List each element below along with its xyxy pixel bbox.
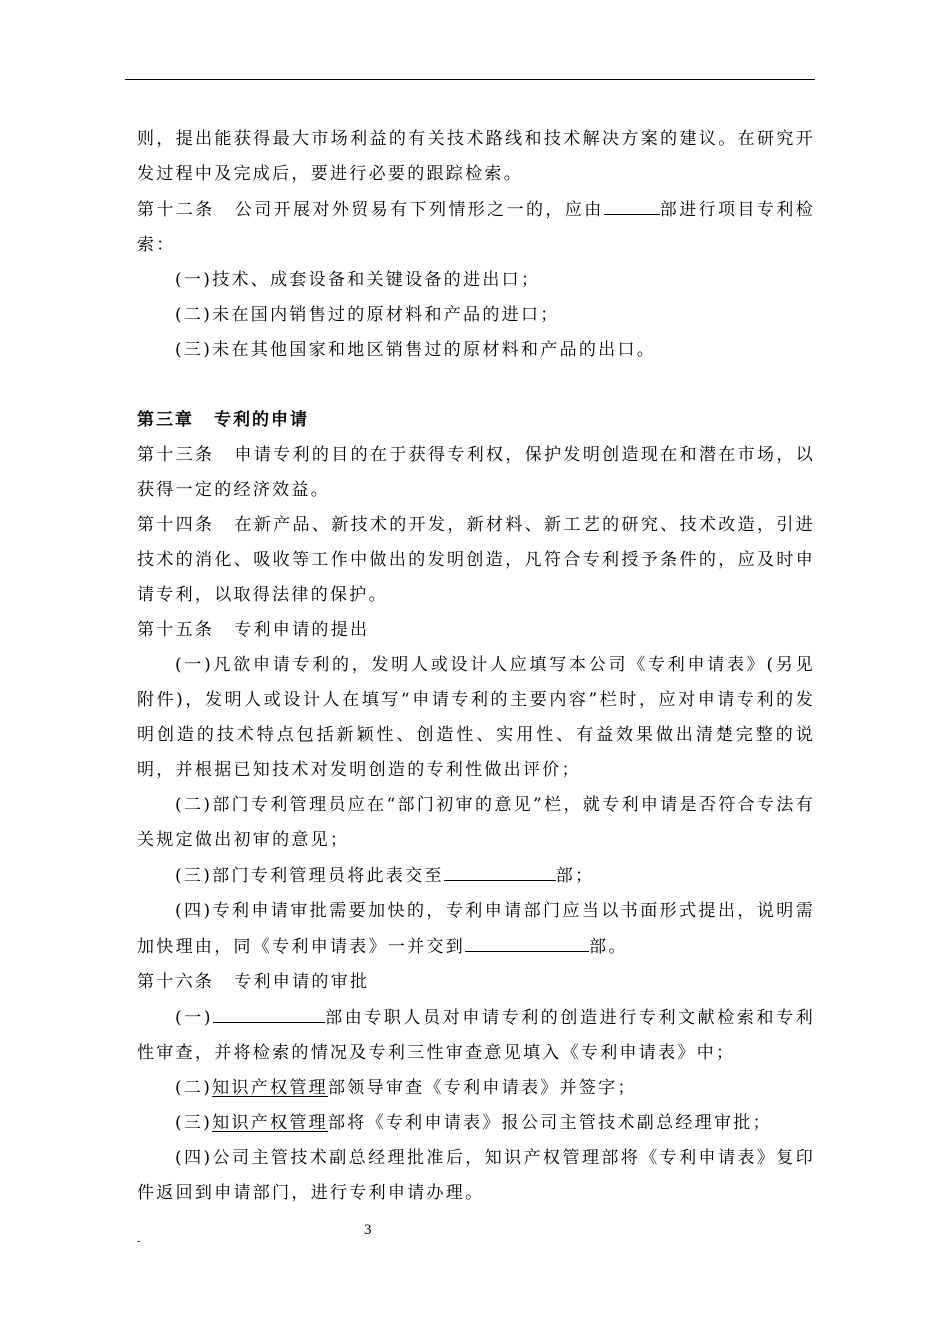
article-14 bbox=[137, 508, 815, 613]
fill-in-blank[interactable] bbox=[444, 858, 556, 881]
article-title: 第十六条 bbox=[137, 972, 215, 992]
list-item-text: (四)公司主管技术副总经理批准后，知识产权管理部将《专利申请表》复印件返回到申请部门，进行专利申请办理。 bbox=[137, 1148, 815, 1203]
article-text: 在新产品、新技术的开发，新材料、新工艺的研究、技术改造，引进技术的消化、吸收等工作中做出的发明创造，凡符合专利授予条件的，应及时申请专利，以取得法律的保护。 bbox=[137, 515, 816, 605]
list-item bbox=[137, 648, 815, 788]
list-item-text: (二)部门专利管理员应在“部门初审的意见”栏，就专利申请是否符合专法有关规定做出初审的意见； bbox=[137, 795, 815, 850]
article-title: 第十五条 bbox=[137, 620, 215, 640]
article-13 bbox=[137, 438, 815, 508]
footer-mark: - bbox=[137, 1236, 141, 1247]
article-heading: 专利申请的提出 bbox=[234, 620, 370, 640]
list-item-text: (一)技术、成套设备和关键设备的进出口； bbox=[175, 270, 541, 290]
list-item bbox=[137, 858, 815, 894]
article-heading: 专利申请的审批 bbox=[234, 972, 370, 992]
list-item-text: (二) bbox=[175, 1078, 213, 1098]
article-12 bbox=[137, 192, 815, 263]
list-item-text: 部将《专利申请表》报公司主管技术副总经理审批； bbox=[327, 1113, 772, 1133]
document-body bbox=[137, 122, 815, 1211]
underlined-dept-name: 知识产权管理 bbox=[212, 1078, 328, 1098]
list-item-text: (三)未在其他国家和地区销售过的原材料和产品的出口。 bbox=[175, 340, 657, 360]
underlined-dept-name: 知识产权管理 bbox=[212, 1113, 328, 1133]
list-item-text: (二)未在国内销售过的原材料和产品的进口； bbox=[175, 305, 560, 325]
list-item bbox=[137, 894, 815, 965]
list-item-text: 部； bbox=[555, 866, 595, 886]
list-item bbox=[137, 333, 815, 368]
article-title: 第十二条 bbox=[137, 200, 215, 220]
fill-in-blank[interactable] bbox=[213, 1000, 325, 1023]
spacer bbox=[137, 368, 815, 403]
article-text: 公司开展对外贸易有下列情形之一的，应由 bbox=[234, 200, 604, 220]
article-16 bbox=[137, 965, 815, 1000]
list-item-text: (三) bbox=[175, 1113, 213, 1133]
list-item-text: (一)凡欲申请专利的，发明人或设计人应填写本公司《专利申请表》(另见附件)，发明人或设计人在填写“申请专利的主要内容”栏时，应对申请专利的发明创造的技术特点包括新颖性、创造性、实用性、有益效果做出清楚完整的说明，并根据已知技术对发明创造的专利性做出评价； bbox=[137, 655, 815, 780]
list-item-text: 部领导审查《专利申请表》并签字； bbox=[327, 1078, 637, 1098]
list-item-text: 部由专职人员对申请专利的创造进行专利文献检索和专利性审查，并将检索的情况及专利三性审查意见填入《专利申请表》中； bbox=[137, 1008, 816, 1063]
list-item-text: (四)专利申请审批需要加快的，专利申请部门应当以书面形式提出，说明需加快理由，同《专利申请表》一并交到 bbox=[137, 901, 815, 957]
list-item bbox=[137, 1141, 815, 1211]
paragraph-continuation bbox=[137, 122, 815, 192]
header-rule bbox=[125, 79, 815, 80]
list-item bbox=[137, 1000, 815, 1071]
chapter-number: 第三章 bbox=[137, 410, 194, 430]
paragraph-text: 则，提出能获得最大市场利益的有关技术路线和技术解决方案的建议。在研究开发过程中及完成后，要进行必要的跟踪检索。 bbox=[137, 129, 815, 184]
fill-in-blank[interactable] bbox=[604, 192, 660, 215]
list-item bbox=[137, 263, 815, 298]
article-title: 第十四条 bbox=[137, 515, 215, 535]
page-number: 3 bbox=[364, 1222, 372, 1238]
list-item-text: 部。 bbox=[589, 937, 628, 957]
list-item bbox=[137, 788, 815, 858]
article-title: 第十三条 bbox=[137, 445, 215, 465]
chapter-title: 专利的申请 bbox=[214, 410, 309, 430]
article-15 bbox=[137, 613, 815, 648]
list-item-text: (三)部门专利管理员将此表交至 bbox=[175, 866, 444, 886]
list-item bbox=[137, 298, 815, 333]
article-text: 申请专利的目的在于获得专利权，保护发明创造现在和潜在市场，以获得一定的经济效益。 bbox=[137, 445, 816, 500]
chapter-heading bbox=[137, 403, 815, 438]
list-item bbox=[137, 1106, 815, 1141]
list-item bbox=[137, 1071, 815, 1106]
list-item-text: (一) bbox=[175, 1008, 213, 1028]
article-text: 部进行项目专利检索： bbox=[137, 200, 816, 255]
fill-in-blank[interactable] bbox=[465, 929, 589, 952]
